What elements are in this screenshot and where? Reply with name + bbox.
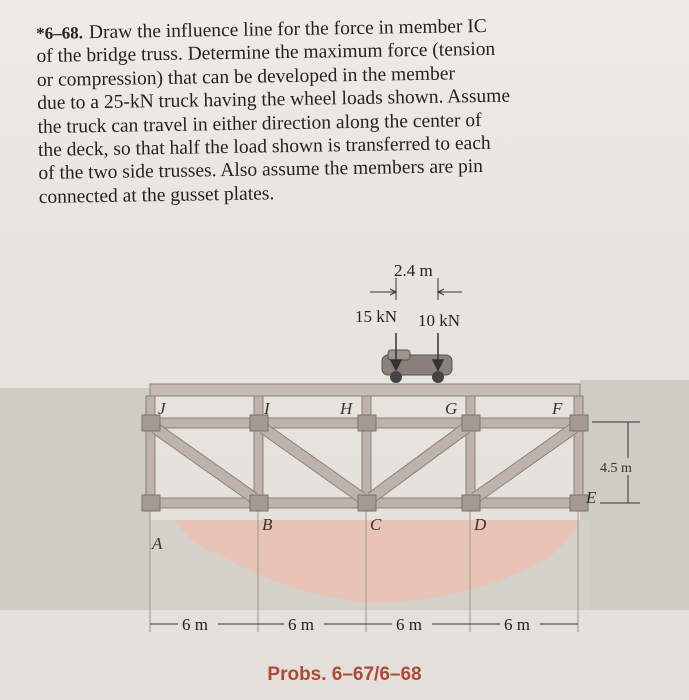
problem-statement: [36, 12, 651, 209]
truck: [382, 350, 452, 383]
axle-dimension: [370, 278, 462, 300]
node-label-F: F: [552, 399, 563, 418]
span-label-backgrounds: [178, 612, 540, 632]
node-label-B: B: [262, 515, 273, 534]
figure-caption: Probs. 6–67/6–68: [267, 664, 422, 685]
truss-bridge-figure: [0, 240, 689, 700]
node-label-G: G: [445, 399, 458, 418]
span-label-1: 6 m: [182, 615, 208, 634]
problem-line-8: connected at the gusset plates.: [38, 183, 275, 208]
problem-line-7: of the two side trusses. Also assume the members are pin: [38, 156, 484, 185]
node-label-D: D: [474, 515, 487, 534]
height-label: 4.5 m: [600, 461, 632, 476]
node-label-J: J: [158, 399, 166, 418]
node-label-H: H: [340, 399, 353, 418]
problem-line-3: or compression) that can be developed in the member: [36, 63, 456, 91]
problem-number: *6–68.: [36, 23, 84, 43]
vertical-members: [146, 396, 583, 508]
span-label-4: 6 m: [504, 615, 530, 634]
problem-line-1: *6–68. Draw the influence line for the force in member IC: [36, 15, 488, 44]
problem-line-5: the truck can travel in either direction along the center of: [37, 109, 482, 138]
span-label-2: 6 m: [288, 615, 314, 634]
rear-load-label: 15 kN: [355, 307, 398, 326]
problem-line-6: the deck, so that half the load shown is transferred to each: [37, 132, 491, 162]
deck: [150, 384, 580, 396]
node-label-C: C: [370, 515, 382, 534]
problem-line-4: due to a 25-kN truck having the wheel loads shown. Assume: [37, 85, 511, 115]
axle-spacing-label: 2.4 m: [394, 261, 433, 280]
node-label-A: A: [152, 534, 163, 553]
front-load-label: 10 kN: [418, 311, 461, 330]
node-label-E: E: [586, 488, 597, 507]
span-label-3: 6 m: [396, 615, 422, 634]
problem-line-2: of the bridge truss. Determine the maximum force (tension: [36, 39, 496, 68]
node-label-I: I: [264, 399, 270, 418]
